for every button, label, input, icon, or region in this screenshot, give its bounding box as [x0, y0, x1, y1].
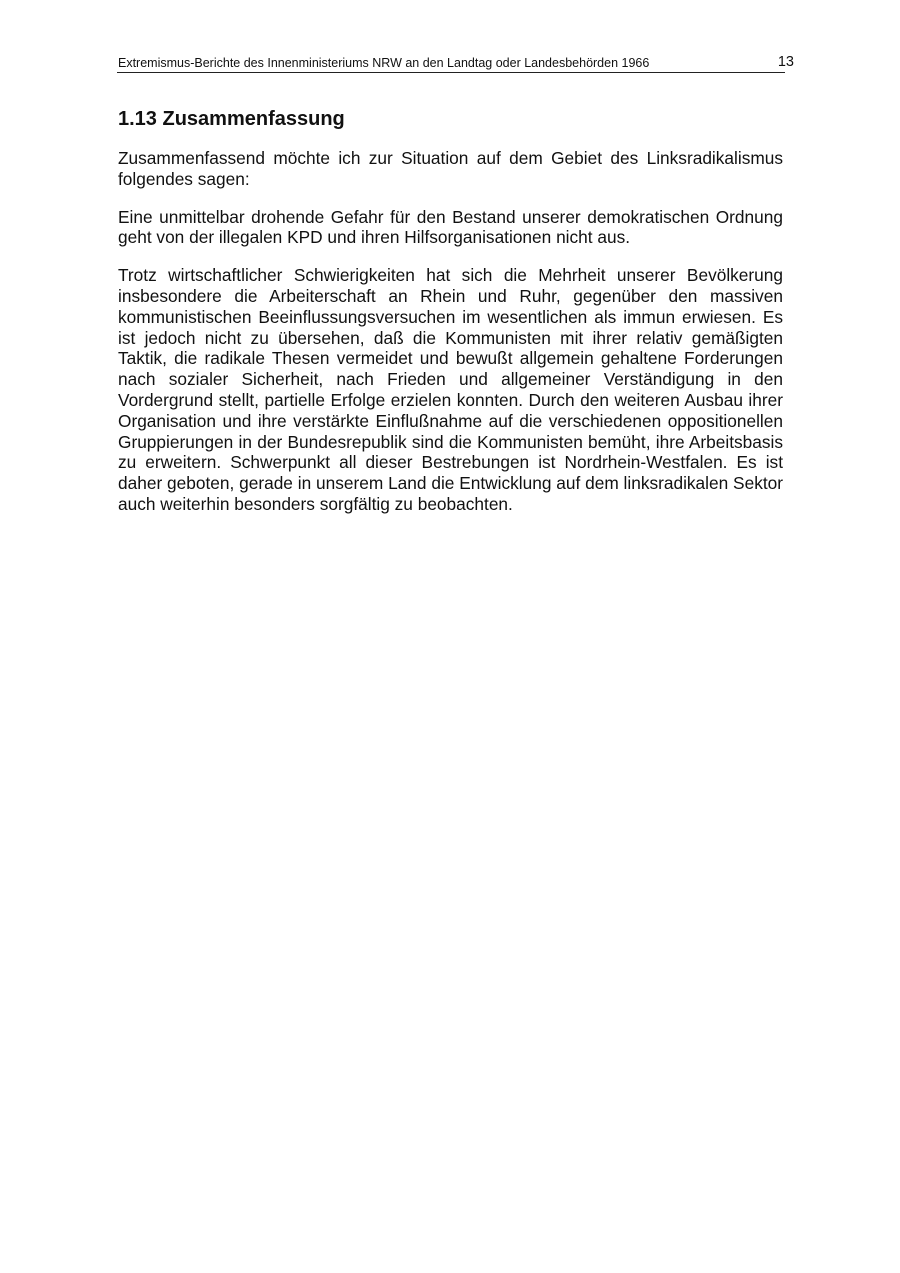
page-number: 13: [777, 54, 794, 70]
paragraph: Trotz wirtschaftlicher Schwierigkeiten hat sich die Mehrheit unserer Bevölkerung insbesondere die Arbeiterschaft an Rhein und Ruhr, gegenüber den massiven kommunistischen Beeinflussungsversuchen im wesentlichen als immun erwiesen. Es ist jedoch nicht zu übersehen, daß die Kommunisten mit ihrer relativ gemäßigten Taktik, die radikale Thesen vermeidet und bewußt allgemein gehaltene Forderungen nach sozialer Sicherheit, nach Frieden und allgemeiner Verständigung in den Vordergrund stellt, partielle Erfolge erzielen konnten. Durch den weiteren Ausbau ihrer Organisation und ihre verstärkte Einflußnahme auf die verschiedenen oppositionellen Gruppierungen in der Bundesrepublik sind die Kommunisten bemüht, ihre Arbeitsbasis zu erweitern. Schwerpunkt all dieser Bestrebungen ist Nordrhein-Westfalen. Es ist daher geboten, gerade in unserem Land die Entwicklung auf dem linksradikalen Sektor auch weiterhin besonders sorgfältig zu beobachten.: [118, 265, 783, 514]
section-heading: 1.13 Zusammenfassung: [118, 108, 345, 130]
main-content: [118, 106, 783, 532]
paragraph: Eine unmittelbar drohende Gefahr für den Bestand unserer demokratischen Ordnung geht von der illegalen KPD und ihren Hilfsorganisationen nicht aus.: [118, 206, 783, 248]
paragraph: Zusammenfassend möchte ich zur Situation auf dem Gebiet des Linksradikalismus folgendes sagen:: [118, 148, 783, 189]
running-header: [117, 54, 794, 73]
header-title: Extremismus-Berichte des Innenministeriums NRW an den Landtag oder Landesbehörden 1966: [118, 56, 650, 70]
